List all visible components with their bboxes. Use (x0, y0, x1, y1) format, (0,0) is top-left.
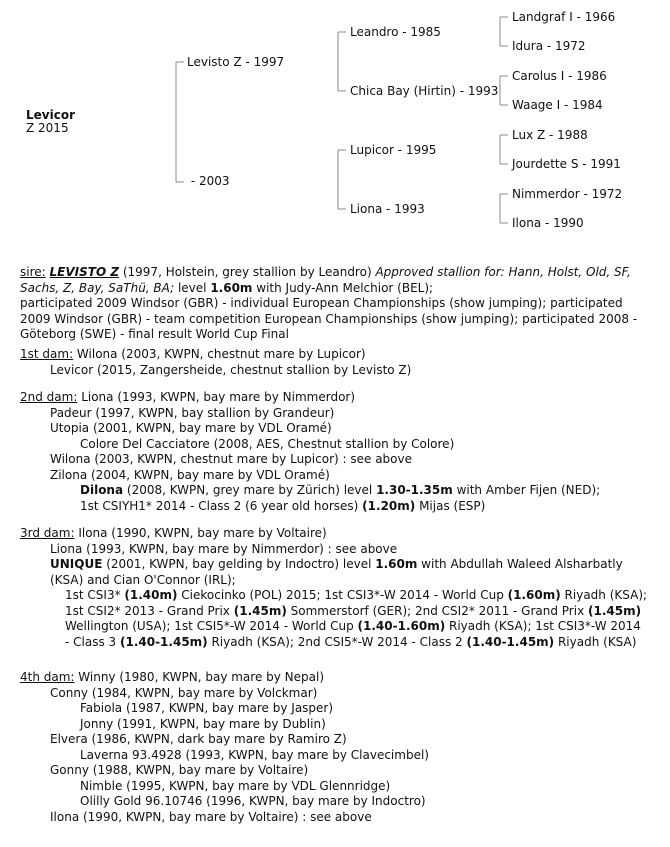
dam2-dilona-desc: (2008, KWPN, grey mare by Zürich) level (123, 483, 377, 497)
dam3-liona: Liona (1993, KWPN, bay mare by Nimmerdor) : see above (50, 541, 398, 556)
dam2-dilona-res-height: (1.20m) (362, 498, 416, 513)
pedigree-sss: Landgraf I - 1966 (512, 10, 616, 24)
dam1-label: 1st dam: (20, 347, 74, 361)
dam3-unique-desc: (2001, KWPN, bay gelding by Indoctro) level (102, 557, 376, 571)
dam2-dilona-name: Dilona (80, 483, 124, 497)
pedigree-ddd: Ilona - 1990 (512, 216, 584, 230)
result-height: (1.45m) (588, 603, 642, 618)
sire-desc: (1997, Holstein, grey stallion by Leandro) (119, 265, 376, 279)
sire-name: LEVISTO Z (49, 265, 120, 279)
dam4-laverna: Laverna 93.4928 (1993, KWPN, bay mare by Clavecimbel) (80, 747, 429, 762)
dam4-jonny: Jonny (1991, KWPN, bay mare by Dublin) (80, 716, 326, 731)
tree-line (500, 135, 508, 164)
dam3-line: Ilona (1990, KWPN, bay mare by Voltaire) (74, 526, 327, 540)
dam4-label: 4th dam: (20, 670, 75, 684)
sire-section (20, 265, 648, 343)
pedigree-dds: Nimmerdor - 1972 (512, 187, 623, 201)
dam3-unique-name: UNIQUE (50, 557, 103, 571)
sire-label: sire: (20, 265, 46, 279)
pedigree-dss: Lux Z - 1988 (512, 128, 588, 142)
pedigree-ssd: Idura - 1972 (512, 39, 586, 53)
dam1-line: Wilona (2003, KWPN, chestnut mare by Lupicor) (73, 347, 366, 361)
sire-results: participated 2009 Windsor (GBR) - individual European Championships (show jumping); participated 2009 Windsor (GBR) - team competition European Championships (show jumping); participated 2008 - Göteborg (SWE) - final result World Cup Final (20, 296, 638, 341)
pedigree-sds: Carolus I - 1986 (512, 69, 607, 83)
sire-approved: Approved stallion for: Hann, Holst, Old, SF, Sachs, Z, Bay, SaThü, BA; (20, 265, 631, 295)
pedigree-sd: Chica Bay (Hirtin) - 1993 (350, 84, 499, 98)
pedigree-ds: Lupicor - 1995 (350, 143, 437, 157)
tree-line (500, 17, 508, 46)
dam2-padeur: Padeur (1997, KWPN, bay stallion by Grandeur) (50, 405, 335, 420)
pedigree-dd: Liona - 1993 (350, 202, 425, 216)
result-height: (1.40m) (124, 588, 178, 602)
result-text: 1st CSI3* (65, 588, 125, 602)
tree-line (500, 194, 508, 223)
result-text: Riyadh (KSA); 1st CSI3*-W 2014 - Class 3 (65, 619, 641, 649)
dam1-child: Levicor (2015, Zangersheide, chestnut stallion by Levisto Z) (50, 362, 412, 377)
result-text: Riyadh (KSA); 1st CSI2* 2013 - Grand Prix (65, 588, 648, 618)
dam2-label: 2nd dam: (20, 390, 78, 404)
dam3-unique-post: with Abdullah Waleed Alsharbatly (KSA) and Cian O'Connor (IRL); (50, 557, 623, 587)
result-height: (1.60m) (507, 588, 561, 602)
dam3-unique-level: 1.60m (375, 557, 418, 571)
dam2-zilona: Zilona (2004, KWPN, bay mare by VDL Oramé) (50, 467, 330, 482)
result-height: (1.40-1.45m) (466, 634, 555, 649)
dam2-dilona-level: 1.30-1.35m (376, 483, 453, 497)
dam4-conny: Conny (1984, KWPN, bay mare by Volckmar) (50, 685, 318, 700)
dam4-nimble: Nimble (1995, KWPN, bay mare by VDL Glennridge) (80, 778, 391, 793)
dam2-line: Liona (1993, KWPN, bay mare by Nimmerdor) (77, 390, 356, 404)
horse-studbook-year: Z 2015 (26, 121, 69, 135)
sire-level: 1.60m (210, 280, 253, 295)
result-text: Sommerstorf (GER); 2nd CSI2* 2011 - Grand Prix (286, 603, 588, 618)
pedigree-sire: Levisto Z - 1997 (187, 55, 285, 69)
result-height: (1.40-1.45m) (119, 634, 208, 649)
dam3-unique-results (20, 588, 648, 650)
dam4-fabiola: Fabiola (1987, KWPN, bay mare by Jasper) (80, 701, 334, 715)
dam2-utopia: Utopia (2001, KWPN, bay mare by VDL Oramé) (50, 421, 332, 435)
pedigree-ss: Leandro - 1985 (350, 25, 441, 39)
result-text: Riyadh (KSA); 2nd CSI5*-W 2014 - Class 2 (207, 634, 467, 649)
result-text: Riyadh (KSA) (554, 634, 637, 649)
result-height: (1.45m) (233, 603, 287, 618)
tree-line (500, 76, 508, 105)
dam4-ilona: Ilona (1990, KWPN, bay mare by Voltaire) : see above (50, 809, 372, 824)
dam3-label: 3rd dam: (20, 526, 75, 540)
sire-level-pre: level (174, 280, 211, 295)
result-height: (1.40-1.60m) (357, 619, 446, 633)
sire-level-post: with Judy-Ann Melchior (BEL); (252, 280, 434, 295)
dam4-line: Winny (1980, KWPN, bay mare by Nepal) (74, 670, 325, 684)
result-text: Ciekocinko (POL) 2015; 1st CSI3*-W 2014 - World Cup (177, 588, 508, 602)
dam1-section (20, 347, 648, 378)
dam2-wilona: Wilona (2003, KWPN, chestnut mare by Lupicor) : see above (50, 452, 412, 466)
horse-name: Levicor (26, 108, 75, 122)
dam4-gonny: Gonny (1988, KWPN, bay mare by Voltaire) (50, 763, 309, 777)
pedigree-tree-lines (0, 0, 670, 240)
pedigree-dam: - 2003 (187, 174, 230, 188)
dam2-dilona-res-post: Mijas (ESP) (415, 498, 486, 513)
dam2-dilona-res: 1st CSIYH1* 2014 - Class 2 (6 year old horses) (80, 498, 363, 513)
pedigree-sdd: Waage I - 1984 (512, 98, 603, 112)
dam2-section (20, 390, 648, 514)
dam4-olilly: Olilly Gold 96.10746 (1996, KWPN, bay mare by Indoctro) (80, 794, 426, 808)
pedigree-dsd: Jourdette S - 1991 (512, 157, 621, 171)
dam2-dilona-post: with Amber Fijen (NED); (452, 483, 601, 497)
dam3-section (20, 526, 648, 650)
dam4-elvera: Elvera (1986, KWPN, dark bay mare by Ramiro Z) (50, 732, 347, 746)
dam4-section (20, 670, 648, 825)
dam2-colore: Colore Del Cacciatore (2008, AES, Chestnut stallion by Colore) (80, 436, 455, 451)
result-text: Wellington (USA); 1st CSI5*-W 2014 - World Cup (65, 619, 358, 633)
